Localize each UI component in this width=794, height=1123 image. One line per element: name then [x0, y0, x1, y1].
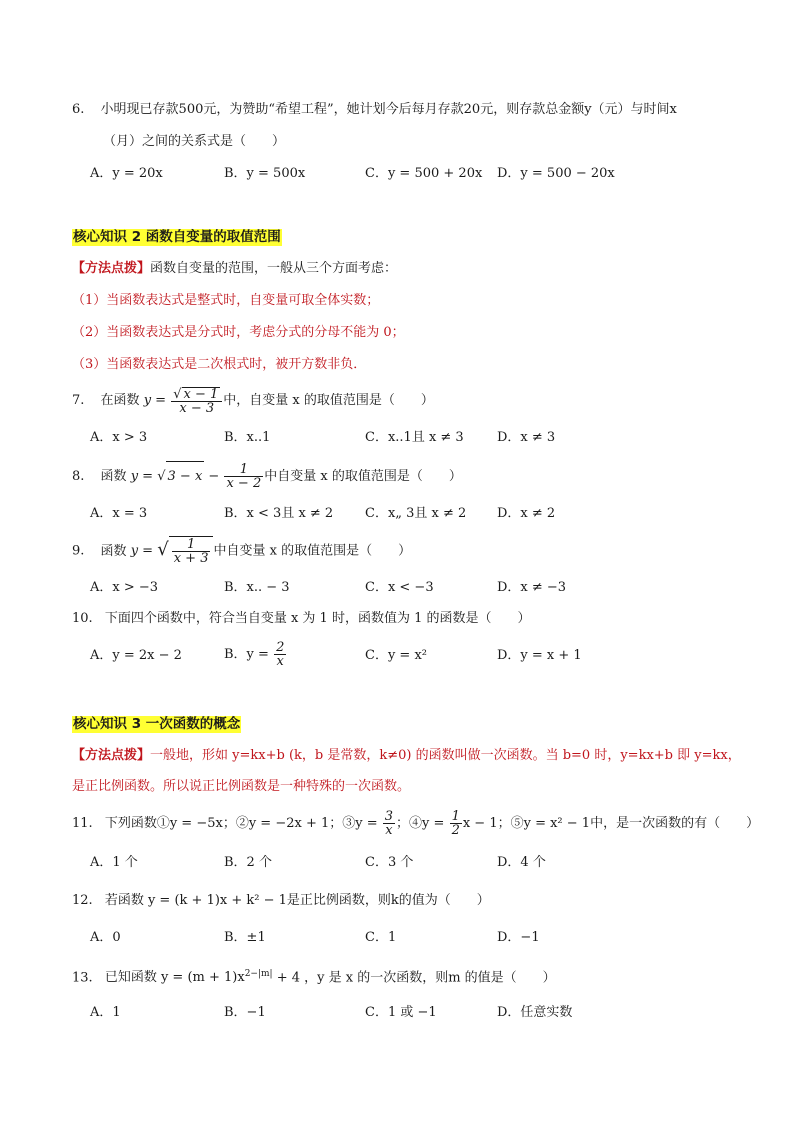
option-b-label: B．y = — [224, 647, 269, 662]
question-text-end: 中自变量 x 的取值范围是（ ） — [213, 543, 412, 559]
option-b: B．2 个 — [224, 855, 272, 870]
option-c: C．x„ 3且 x ≠ 2 — [365, 506, 467, 521]
question-13 — [72, 966, 556, 986]
option-a: A．0 — [90, 930, 121, 945]
section-heading: 核心知识 2 函数自变量的取值范围 — [73, 229, 281, 245]
method-point-3: （3）当函数表达式是二次根式时，被开方数非负． — [72, 357, 367, 372]
question-number: 9. — [72, 543, 85, 559]
question-number: 12. — [72, 893, 93, 908]
option-c: C．1 或 −1 — [365, 1005, 437, 1020]
question-number: 6. — [72, 102, 85, 117]
method-tag: 【方法点拨】 — [72, 748, 151, 763]
option-c: C．y = 500 + 20x — [365, 166, 483, 181]
minus-sign: − — [208, 469, 220, 484]
method-tag: 【方法点拨】 — [72, 261, 151, 276]
option-a: A．x = 3 — [90, 506, 148, 521]
option-b: B．y = 500x — [224, 166, 306, 181]
option-d: D．4 个 — [497, 855, 546, 870]
fraction-denominator: x − 2 — [226, 476, 262, 491]
question-number: 8. — [72, 469, 85, 484]
option-a: A．y = 2x − 2 — [90, 648, 182, 663]
question-number: 7. — [72, 393, 85, 408]
option-b: B．x..1 — [224, 430, 271, 445]
option-c: C．y = x² — [365, 648, 427, 663]
method-tip — [72, 748, 741, 764]
option-a: A．x > −3 — [90, 580, 159, 595]
square-root: √ 3 − x — [157, 461, 204, 492]
math-lhs: y = — [130, 469, 154, 484]
question-text-continued: （月）之间的关系式是（ ） — [103, 134, 286, 149]
fraction-numerator: 1 — [172, 538, 211, 552]
option-c: C．3 个 — [365, 855, 414, 870]
option-b: B．−1 — [224, 1005, 266, 1020]
fraction-numerator: 1 — [224, 463, 263, 477]
option-b: B．±1 — [224, 930, 266, 945]
option-a: A．1 — [90, 1005, 121, 1020]
fraction-denominator: x − 3 — [179, 400, 215, 416]
question-10 — [72, 611, 531, 627]
question-text-end: x − 1；⑤y = x² − 1中，是一次函数的有（ ） — [462, 816, 760, 831]
fraction-numerator: x − 1 — [183, 386, 219, 402]
option-d: D．x ≠ 3 — [497, 430, 556, 445]
fraction — [224, 463, 263, 490]
question-text: 小明现已存款500元，为赞助“希望工程”，她计划今后每月存款20元，则存款总金额y（元）与时间x — [100, 102, 677, 117]
question-6 — [72, 102, 677, 118]
fraction — [172, 538, 211, 565]
fraction-denominator: 2 — [451, 823, 460, 838]
option-d: D．−1 — [497, 930, 540, 945]
question-text-end: + 4 ，y 是 x 的一次函数，则m 的值是（ ） — [272, 970, 556, 986]
radicand: 3 − x — [166, 461, 205, 492]
fraction-denominator: x + 3 — [173, 551, 209, 566]
math-lhs: y = — [143, 393, 167, 408]
method-intro: 函数自变量的范围，一般从三个方面考虑： — [150, 261, 398, 276]
question-7 — [72, 386, 434, 416]
question-number: 10. — [72, 611, 93, 626]
option-b — [224, 640, 287, 670]
option-d: D．y = x + 1 — [497, 648, 582, 663]
option-a: A．y = 20x — [90, 166, 163, 181]
method-tip — [72, 261, 397, 277]
method-text: 一般地，形如 y=kx+b (k，b 是常数，k≠0) 的函数叫做一次函数。当 b=0 时，y=kx+b 即 y=kx， — [150, 748, 741, 763]
square-root: √ $\frac{1}{x + 3}$ — [157, 535, 213, 567]
fraction — [383, 810, 395, 837]
question-number: 11. — [72, 816, 93, 831]
option-c: C．1 — [365, 930, 397, 945]
question-9 — [72, 535, 411, 567]
option-a: A．x > 3 — [90, 430, 148, 445]
option-a: A．1 个 — [90, 855, 138, 870]
question-text: 在函数 — [100, 393, 140, 408]
fraction-denominator: x — [385, 823, 393, 838]
question-text: 函数 — [100, 543, 127, 559]
question-12 — [72, 893, 490, 909]
option-b: B．x.. − 3 — [224, 580, 290, 595]
question-text: 下面四个函数中，符合当自变量 x 为 1 时，函数值为 1 的函数是（ ） — [104, 611, 531, 626]
option-d: D．y = 500 − 20x — [497, 166, 615, 181]
fraction: $\frac{√ x - 1}{x - 3}$ — [171, 387, 222, 415]
fraction — [450, 810, 462, 837]
question-text-end: 中自变量 x 的取值范围是（ ） — [264, 469, 462, 484]
question-8 — [72, 461, 462, 492]
option-b: B．x < 3且 x ≠ 2 — [224, 506, 334, 521]
fraction-numerator: 2 — [276, 640, 285, 655]
method-point-1: （1）当函数表达式是整式时，自变量可取全体实数； — [72, 293, 380, 308]
question-11 — [72, 809, 759, 839]
option-d: D．x ≠ −3 — [497, 580, 567, 595]
fraction-denominator: x — [276, 654, 284, 669]
method-text-continued: 是正比例函数。所以说正比例函数是一种特殊的一次函数。 — [72, 779, 411, 794]
math-lhs: y = — [130, 543, 154, 559]
option-c: C．x..1且 x ≠ 3 — [365, 430, 464, 445]
option-c: C．x < −3 — [365, 580, 434, 595]
section-heading: 核心知识 3 一次函数的概念 — [73, 716, 241, 732]
fraction-numerator: 3 — [384, 809, 394, 824]
question-text: 函数 — [100, 469, 127, 484]
exponent: 2−|m| — [244, 969, 273, 979]
question-text: 已知函数 y = (m + 1)x — [104, 970, 245, 986]
question-text-end: 中，自变量 x 的取值范围是（ ） — [223, 393, 434, 408]
method-point-2: （2）当函数表达式是分式时，考虑分式的分母不能为 0； — [72, 325, 405, 340]
fraction-numerator: 1 — [451, 809, 460, 824]
fraction — [274, 641, 286, 668]
question-text: 若函数 y = (k + 1)x + k² − 1是正比例函数，则k的值为（ ） — [104, 893, 490, 908]
option-d: D．x ≠ 2 — [497, 506, 556, 521]
question-text-mid: ；④y = — [396, 816, 445, 831]
question-number: 13. — [72, 970, 93, 986]
question-text: 下列函数①y = −5x；②y = −2x + 1；③y = — [104, 816, 378, 831]
option-d: D．任意实数 — [497, 1005, 573, 1020]
